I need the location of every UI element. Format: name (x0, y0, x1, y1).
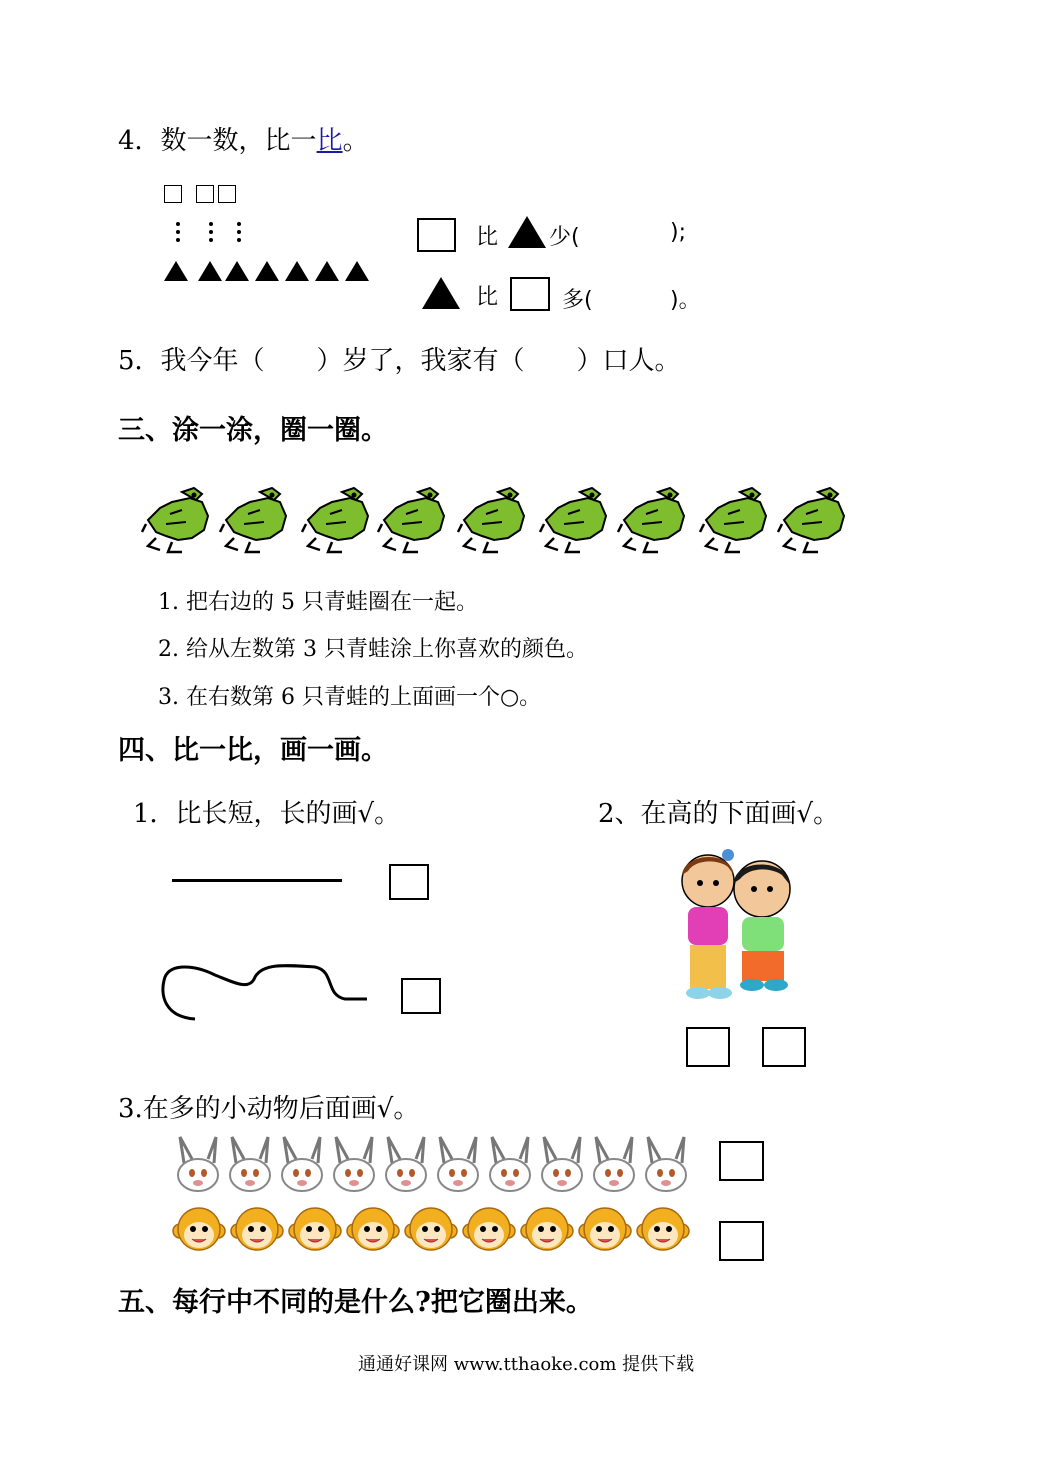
rabbit-icon (178, 1137, 218, 1191)
triangle-icon (164, 261, 188, 281)
frog-icon (540, 488, 606, 552)
rabbit-icon (386, 1137, 426, 1191)
animal-rows (170, 1133, 700, 1263)
q4-line2-duo: 多( (562, 288, 593, 313)
rabbit-icon (282, 1137, 322, 1191)
q4-link[interactable]: 比 (316, 126, 343, 156)
sec4-q1: 1．比长短，长的画√。 (133, 799, 401, 829)
triangle-icon (285, 261, 309, 281)
rabbit-icon (490, 1137, 530, 1191)
footer-text: 通通好课网 www.tthaoke.com 提供下载 (358, 1354, 695, 1375)
triangle-icon (422, 277, 460, 309)
dotted-link (237, 222, 241, 246)
frog-icon (302, 488, 368, 552)
frog-icon (458, 488, 524, 552)
monkey-icon (405, 1208, 457, 1250)
monkey-icon (347, 1208, 399, 1250)
triangle-icon (345, 261, 369, 281)
rabbit-icon (542, 1137, 582, 1191)
triangle-icon (315, 261, 339, 281)
sec4-q2: 2、在高的下面画√。 (598, 799, 840, 829)
sec3-item-3: 3. 在右数第 6 只青蛙的上面画一个○。 (158, 685, 542, 710)
frog-icon (378, 488, 444, 552)
triangle-icon (508, 216, 546, 248)
frog-row (140, 476, 860, 556)
small-square (218, 185, 236, 203)
frog-icon (220, 488, 286, 552)
monkey-icon (521, 1208, 573, 1250)
rabbit-icon (594, 1137, 634, 1191)
dotted-link (176, 222, 180, 246)
frog-icon (778, 488, 844, 552)
answer-box[interactable] (389, 864, 429, 900)
monkey-icon (579, 1208, 631, 1250)
q4-line1-shao: 少( (549, 225, 580, 250)
rabbit-icon (334, 1137, 374, 1191)
q5-text: 5．我今年（ ）岁了，我家有（ ）口人。 (118, 346, 681, 376)
top-squares-row (164, 185, 240, 207)
answer-box[interactable] (719, 1141, 764, 1181)
sec3-item-1: 1. 把右边的 5 只青蛙圈在一起。 (158, 590, 478, 615)
frog-icon (618, 488, 684, 552)
monkey-icon (637, 1208, 689, 1250)
rabbit-icon (438, 1137, 478, 1191)
small-square (164, 185, 182, 203)
answer-box[interactable] (401, 978, 441, 1014)
dotted-link (209, 222, 213, 246)
sec3-item-2: 2. 给从左数第 3 只青蛙涂上你喜欢的颜色。 (158, 637, 588, 662)
sec4-q3: 3.在多的小动物后面画√。 (118, 1094, 420, 1124)
answer-box[interactable] (719, 1221, 764, 1261)
rabbit-icon (646, 1137, 686, 1191)
monkey-icon (463, 1208, 515, 1250)
answer-box[interactable] (762, 1027, 806, 1067)
rabbit-icon (230, 1137, 270, 1191)
monkey-icon (173, 1208, 225, 1250)
frog-icon (700, 488, 766, 552)
kids-illustration (670, 845, 800, 1005)
q4-heading: 4．数一数，比一比。 (118, 126, 369, 156)
triangle-icon (225, 261, 249, 281)
q4-line2-bi: 比 (476, 285, 499, 310)
q4-line1-bi: 比 (476, 225, 499, 250)
square-icon (417, 218, 456, 252)
small-square (196, 185, 214, 203)
straight-line (172, 879, 342, 882)
sec4-title: 四、比一比，画一画。 (118, 735, 388, 766)
monkey-icon (231, 1208, 283, 1250)
answer-box[interactable] (686, 1027, 730, 1067)
sec5-title: 五、每行中不同的是什么?把它圈出来。 (118, 1287, 593, 1318)
square-icon (510, 277, 550, 311)
curvy-line (155, 955, 375, 1025)
q4-line2-close: )。 (670, 288, 701, 313)
triangle-icon (255, 261, 279, 281)
frog-icon (142, 488, 208, 552)
triangle-icon (198, 261, 222, 281)
q4-line1-close: ); (670, 220, 686, 245)
sec3-title: 三、涂一涂，圈一圈。 (118, 415, 388, 446)
monkey-icon (289, 1208, 341, 1250)
